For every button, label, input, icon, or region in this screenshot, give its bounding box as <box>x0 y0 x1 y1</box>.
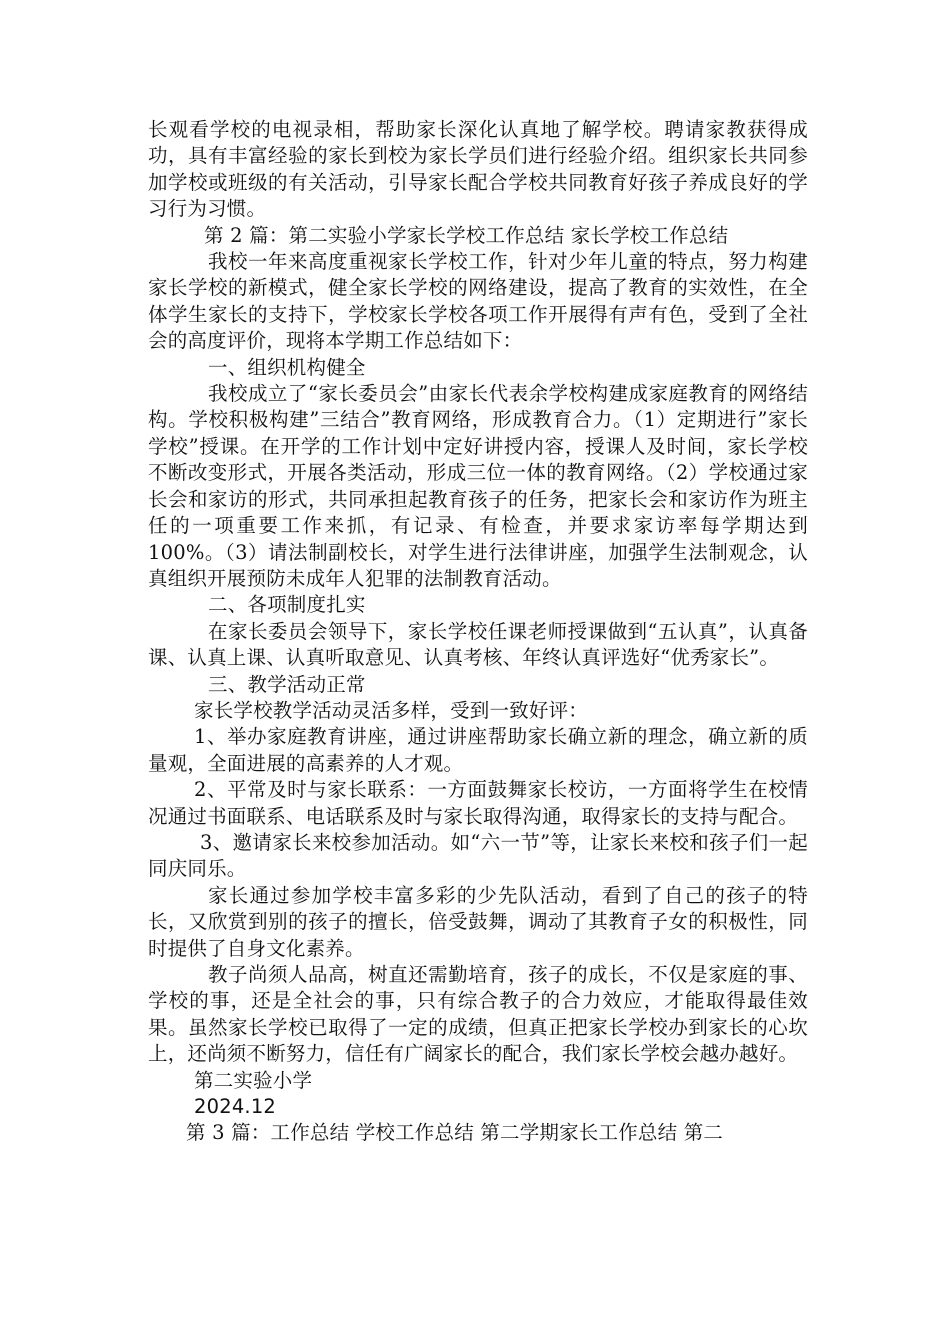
signature-date: 2024.12 <box>194 1095 277 1119</box>
paragraph-intro-continuation: 长观看学校的电视录相，帮助家长深化认真地了解学校。聘请家教获得成功，具有丰富经验的家长到校为家长学员们进行经验介绍。组织家长共同参加学校或班级的有关活动，引导家长配合学校共同教育好孩子养成良好的学习行为习惯。 <box>148 118 808 221</box>
signature-school: 第二实验小学 <box>194 1068 313 1092</box>
paragraph-organization: 我校成立了“家长委员会”由家长代表余学校构建成家庭教育的网络结构。学校积极构建”三结合”教育网络，形成教育合力。（1）定期进行”家长学校”授课。在开学的工作计划中定好讲授内容，授课人及时间，家长学校不断改变形式，开展各类活动，形成三位一体的教育网络。（2）学校通过家长会和家访的形式，共同承担起教育孩子的任务，把家长会和家访作为班主任的一项重要工作来抓，有记录、有检查，并要求家访率每学期达到 100%。（3）请法制副校长，对学生进行法律讲座，加强学生法制观念，认真组织开展预防未成年人犯罪的法制教育活动。 <box>148 382 808 590</box>
list-item-invitation: 3、邀请家长来校参加活动。如“六一节”等，让家长来校和孩子们一起同庆同乐。 <box>148 830 808 881</box>
heading-organization: 一、组织机构健全 <box>208 355 366 379</box>
list-item-contact: 2、平常及时与家长联系：一方面鼓舞家长校访，一方面将学生在校情况通过书面联系、电话联系及时与家长取得沟通，取得家长的支持与配合。 <box>148 778 808 828</box>
section-title-part-3: 第 3 篇：工作总结 学校工作总结 第二学期家长工作总结 第二 <box>186 1121 724 1145</box>
list-item-lectures: 1、举办家庭教育讲座，通过讲座帮助家长确立新的理念，确立新的质量观，全面进展的高素养的人才观。 <box>148 725 808 775</box>
heading-regulations: 二、各项制度扎实 <box>208 593 366 617</box>
document-body <box>148 117 808 1147</box>
heading-teaching-activities: 三、教学活动正常 <box>208 672 366 696</box>
paragraph-teaching-intro: 家长学校教学活动灵活多样，受到一致好评： <box>194 698 589 722</box>
paragraph-overview: 我校一年来高度重视家长学校工作，针对少年儿童的特点，努力构建家长学校的新模式，健全家长学校的网络建设，提高了教育的实效性，在全体学生家长的支持下，学校家长学校各项工作开展得有声有色，受到了全社会的高度评价，现将本学期工作总结如下： <box>148 250 808 353</box>
paragraph-parent-participation: 家长通过参加学校丰富多彩的少先队活动，看到了自己的孩子的特长，又欣赏到别的孩子的擅长，倍受鼓舞，调动了其教育子女的积极性，同时提供了自身文化素养。 <box>148 883 808 960</box>
paragraph-conclusion: 教子尚须人品高，树直还需勤培育，孩子的成长，不仅是家庭的事、学校的事，还是全社会的事，只有综合教子的合力效应，才能取得最佳效果。虽然家长学校已取得了一定的成绩，但真正把家长学校办到家长的心坎上，还尚须不断努力，信任有广阔家长的配合，我们家长学校会越办越好。 <box>148 963 808 1066</box>
paragraph-regulations: 在家长委员会领导下，家长学校任课老师授课做到“五认真”，认真备课、认真上课、认真听取意见、认真考核、年终认真评选好“优秀家长”。 <box>148 619 808 670</box>
section-title-part-2: 第 2 篇：第二实验小学家长学校工作总结 家长学校工作总结 <box>204 223 729 247</box>
